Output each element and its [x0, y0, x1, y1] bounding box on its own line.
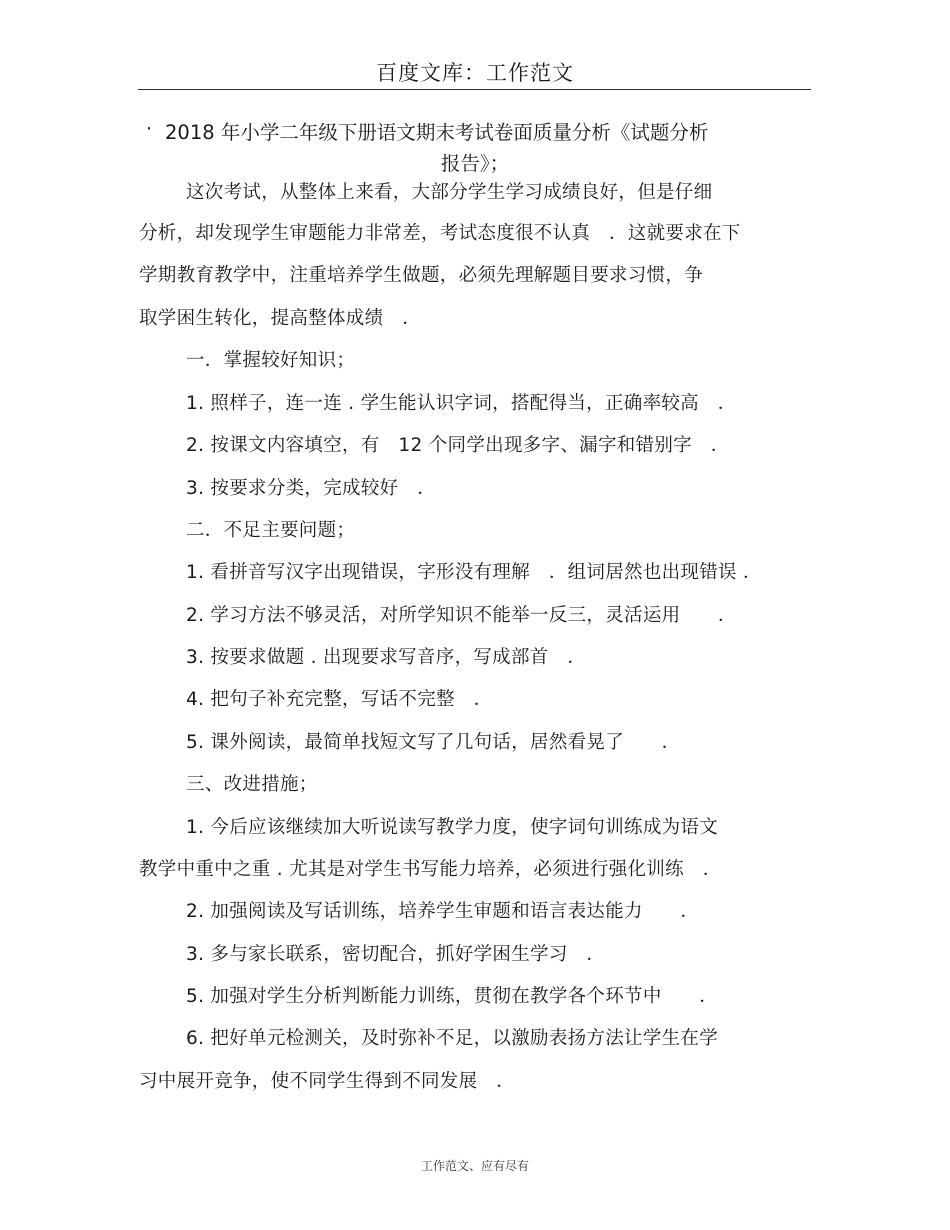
doc-title-line-1: 2018 年小学二年级下册语文期末考试卷面质量分析《试题分析 [165, 121, 709, 144]
section-heading: 三、改进措施； [186, 774, 318, 795]
body-paragraph-line: 学期教育教学中，注重培养学生做题，必须先理解题目要求习惯，争 [139, 265, 704, 286]
header-divider [138, 89, 811, 90]
list-item: 2. 按课文内容填空，有 12 个同学出现多字、漏字和错别字 ． [186, 435, 730, 456]
list-item: 3. 多与家长联系，密切配合，抓好学困生学习 ． [186, 944, 606, 965]
list-item: 5. 课外阅读，最简单找短文写了几句话，居然看晃了 ． [186, 732, 681, 753]
list-item-continuation: 教学中重中之重 . 尤其是对学生书写能力培养，必须进行强化训练 ． [139, 859, 722, 880]
body-paragraph-line: 取学困生转化，提高整体成绩 ． [139, 308, 422, 329]
list-item: 1. 看拼音写汉字出现错误，字形没有理解 ．组词居然也出现错误 ． [186, 562, 762, 583]
list-item: 3. 按要求做题 . 出现要求写音序，写成部首 ． [186, 647, 587, 668]
list-item: 6. 把好单元检测关，及时弥补不足，以激励表扬方法让学生在学 [186, 1028, 719, 1049]
list-item-continuation: 习中展开竞争，使不同学生得到不同发展 ． [139, 1071, 516, 1092]
list-item: 2. 学习方法不够灵活，对所学知识不能举一反三，灵活运用 ． [186, 605, 737, 626]
page-header-title: 百度文库：工作范文 [376, 61, 574, 85]
title-bullet: · [146, 118, 153, 140]
doc-title-line-2: 报告》； [440, 152, 510, 175]
body-paragraph-line: 分析，却发现学生审题能力非常差，考试态度很不认真 ．这就要求在下 [139, 223, 741, 244]
list-item: 1. 今后应该继续加大听说读写教学力度，使字词句训练成为语文 [186, 817, 719, 838]
list-item: 5. 加强对学生分析判断能力训练，贯彻在教学各个环节中 ． [186, 986, 719, 1007]
list-item: 4. 把句子补充完整，写话不完整 ． [186, 689, 493, 710]
page-footer: 工作范文、应有尽有 [420, 1159, 529, 1173]
list-item: 1. 照样子，连一连 . 学生能认识字词，搭配得当，正确率较高 ． [186, 393, 737, 414]
body-paragraph-line: 这次考试，从整体上来看，大部分学生学习成绩良好，但是仔细 [186, 182, 713, 203]
section-heading: 一．掌握较好知识； [186, 350, 356, 371]
section-heading: 二．不足主要问题； [186, 520, 356, 541]
list-item: 2. 加强阅读及写话训练，培养学生审题和语言表达能力 ． [186, 901, 700, 922]
list-item: 3. 按要求分类，完成较好 ． [186, 478, 437, 499]
